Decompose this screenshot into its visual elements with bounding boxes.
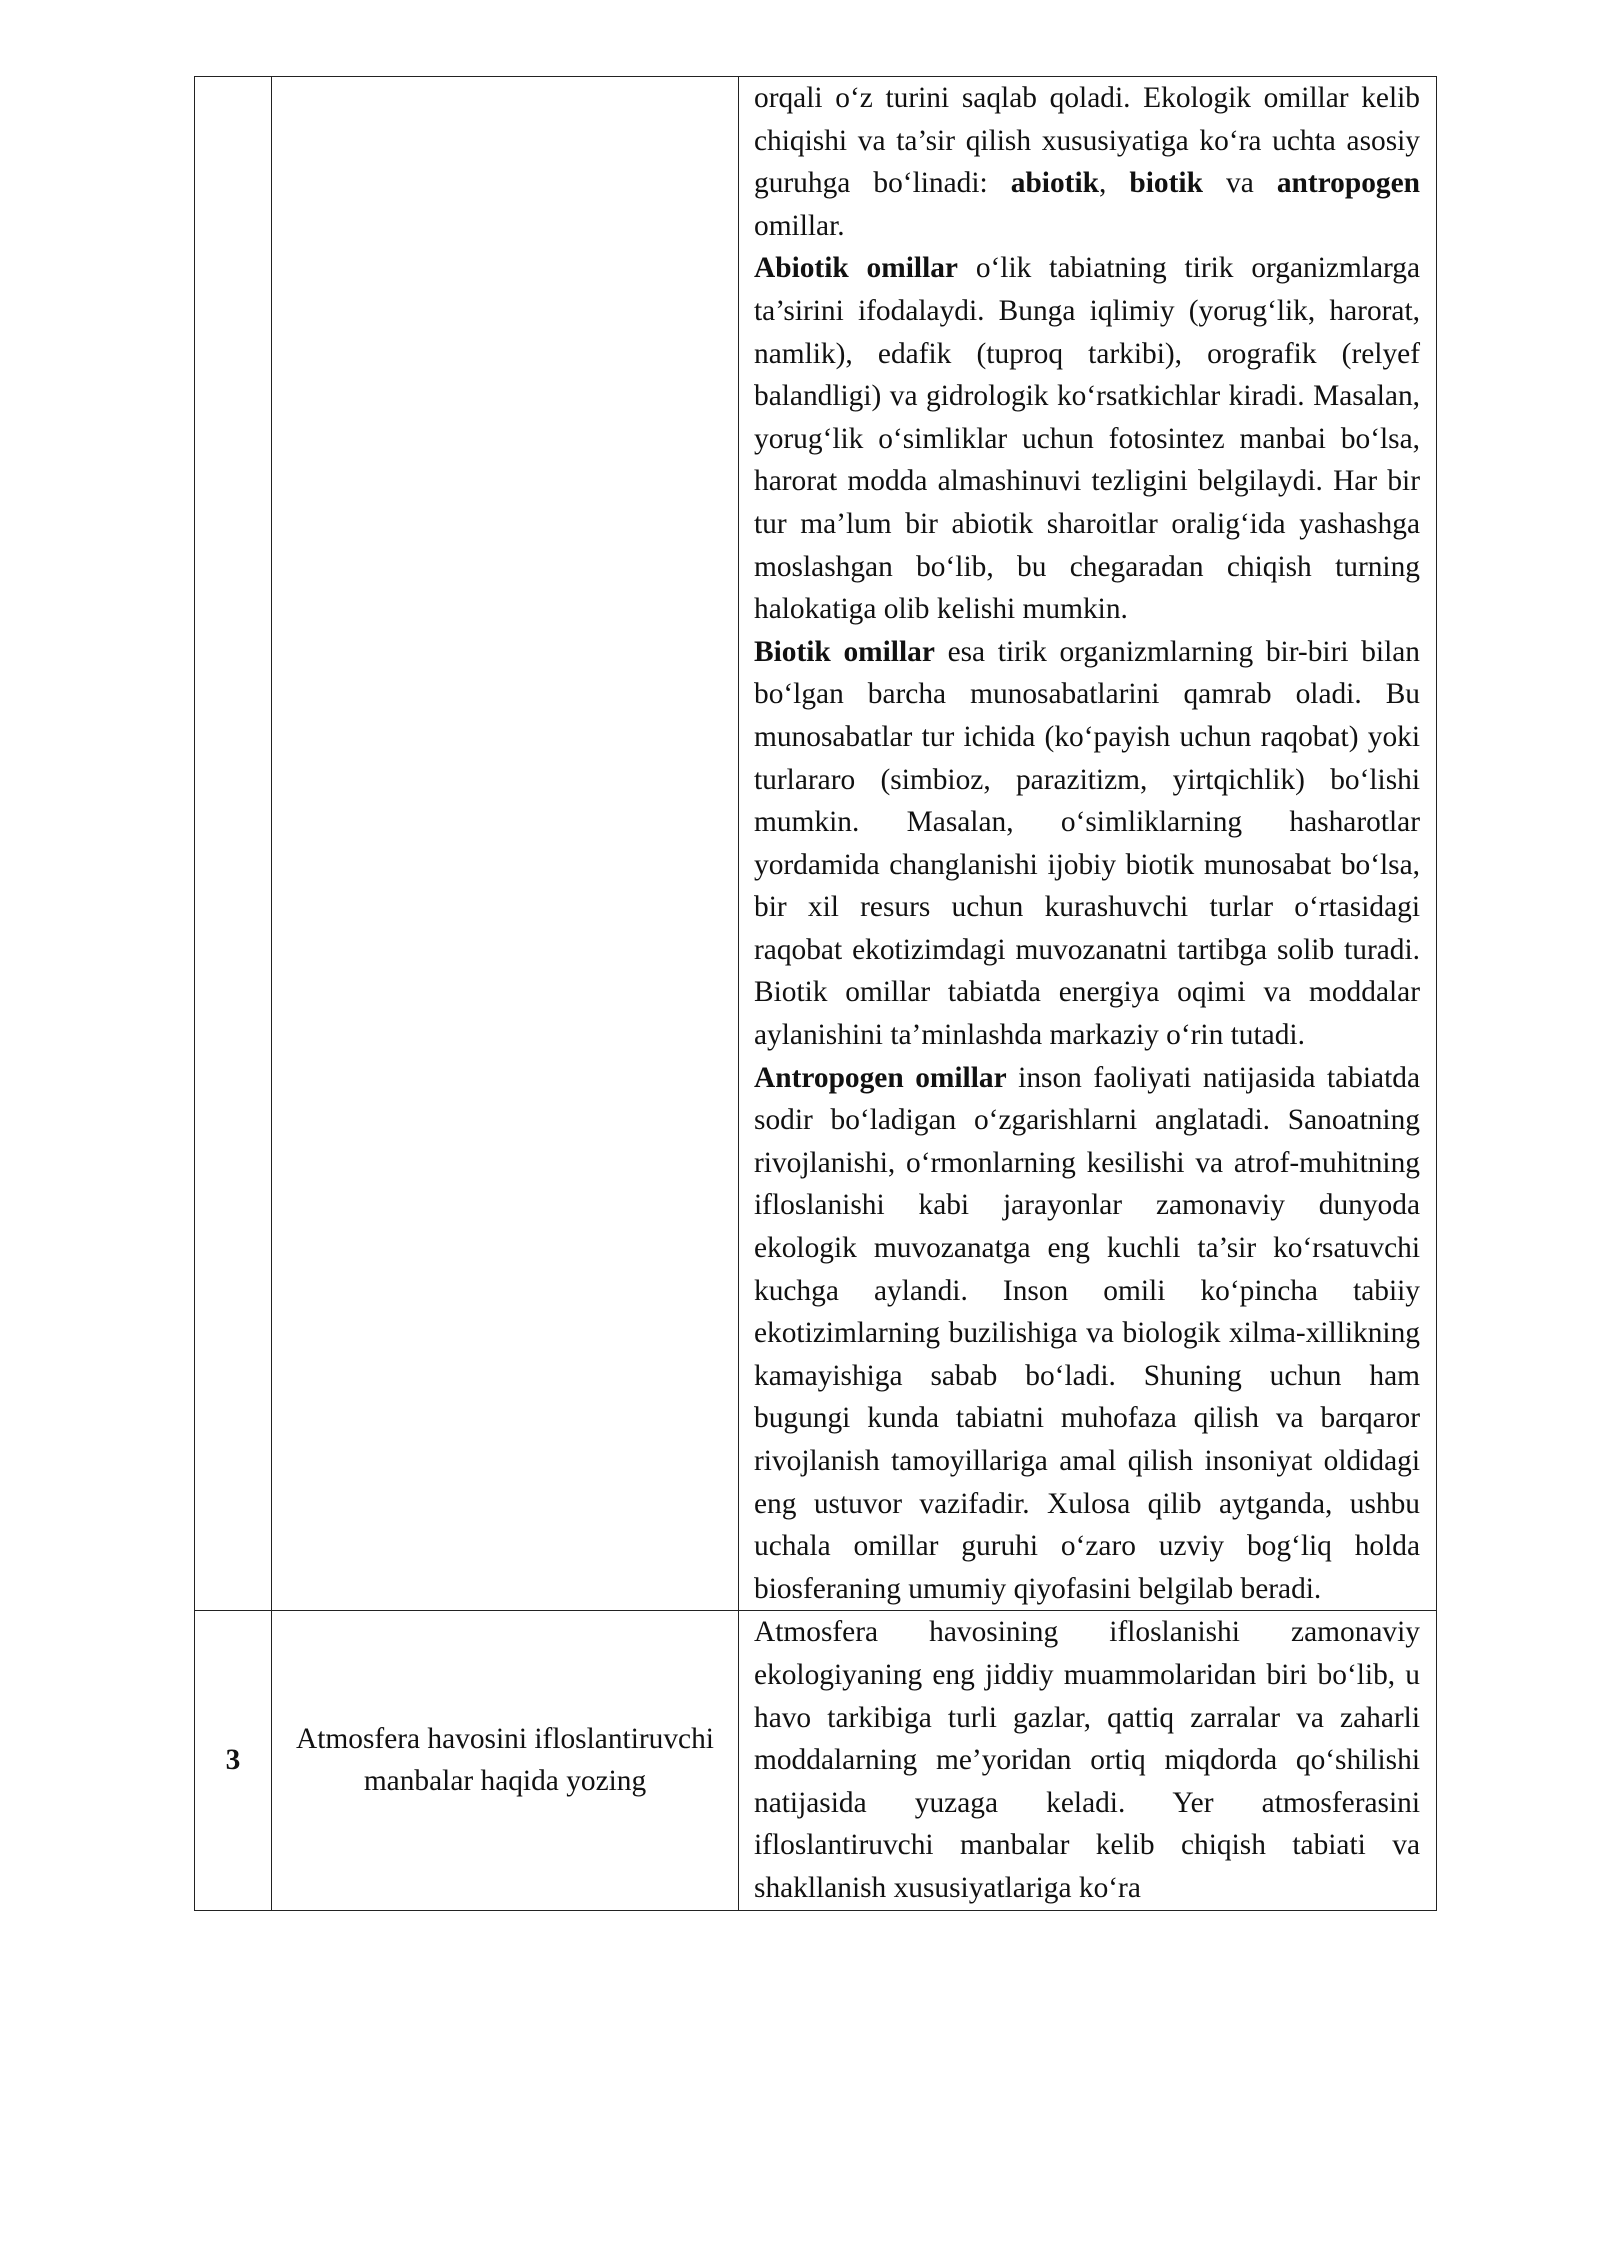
term-biotik: biotik xyxy=(1129,167,1203,200)
answer-paragraph: orqali o‘z turini saqlab qoladi. Ekologik omillar kelib chiqishi va ta’sir qilish xususiyatiga ko‘ra uchta asosiy guruhga bo‘linadi: abiotik, biotik va antropogen omillar. xyxy=(754,82,1421,242)
answer-paragraph: Antropogen omillar inson faoliyati natijasida tabiatda sodir bo‘ladigan o‘zgarishlarni anglatadi. Sanoatning rivojlanishi, o‘rmonlarning kesilishi va atrof-muhitning ifloslanishi kabi jarayonlar zamonaviy dunyoda ekologik muvozanatga eng kuchli ta’sir ko‘rsatuvchi kuchga aylandi. Inson omili ko‘pincha tabiiy ekotizimlarning buzilishiga va biologik xilma-xillikning kamayishiga sabab bo‘ladi. Shuning uchun ham bugungi kunda tabiatni muhofaza qilish va barqaror rivojlanish tamoyillariga amal qilish insoniyat oldidagi eng ustuvor vazifadir. Xulosa qilib aytganda, ushbu uchala omillar guruhi o‘zaro uzviy bog‘liq holda biosferaning umumiy qiyofasini belgilab beradi. xyxy=(754,1061,1420,1605)
paragraph-heading: Abiotik omillar xyxy=(754,252,958,285)
answer-paragraph: Atmosfera havosining ifloslanishi zamonaviy ekologiyaning eng jiddiy muammolaridan biri bo‘lib, u havo tarkibiga turli gazlar, qattiq zarralar va zaharli moddalarning me’yoridan ortiq miqdorda qo‘shilishi natijasida yuzaga keladi. Yer atmosferasini ifloslantiruvchi manbalar kelib chiqish tabiati va shakllanish xususiyatlariga ko‘ra xyxy=(754,1616,1420,1904)
answer-paragraph: Biotik omillar esa tirik organizmlarning bir-biri bilan bo‘lgan barcha munosabatlarini qamrab oladi. Bu munosabatlar tur ichida (ko‘payish uchun raqobat) yoki turlararo (simbioz, parazitizm, yirtqichlik) bo‘lishi mumkin. Masalan, o‘simliklarning hasharotlar yordamida changlanishi ijobiy biotik munosabat bo‘lsa, bir xil resurs uchun kurashuvchi turlar o‘rtasidagi raqobat ekotizimdagi muvozanatni tartibga solib turadi. Biotik omillar tabiatda energiya oqimi va moddalar aylanishini ta’minlashda markaziy o‘rin tutadi. xyxy=(754,635,1420,1052)
paragraph-heading: Antropogen omillar xyxy=(754,1061,1007,1094)
table-row xyxy=(195,77,1437,1611)
row-number-cell: 3 xyxy=(195,1611,272,1910)
answer-cell xyxy=(739,1611,1437,1910)
answer-paragraph: Abiotik omillar o‘lik tabiatning tirik organizmlarga ta’sirini ifodalaydi. Bunga iqlimiy (yorug‘lik, harorat, namlik), edafik (tuproq tarkibi), orografik (relyef balandligi) va gidrologik ko‘rsatkichlar kiradi. Masalan, yorug‘lik o‘simliklar uchun fotosintez manbai bo‘lsa, harorat modda almashinuvi tezligini belgilaydi. Har bir tur ma’lum bir abiotik sharoitlar oralig‘ida yashashga moslashgan bo‘lib, bu chegaradan chiqish turning halokatiga olib kelishi mumkin. xyxy=(754,252,1420,626)
paragraph-heading: Biotik omillar xyxy=(754,635,935,668)
answer-cell xyxy=(739,77,1437,1611)
table-row xyxy=(195,1611,1437,1910)
question-cell xyxy=(272,77,739,1611)
row-number-cell xyxy=(195,77,272,1611)
answers-table xyxy=(194,76,1437,1911)
term-abiotik: abiotik xyxy=(1010,167,1099,200)
term-antropogen: antropogen xyxy=(1276,167,1421,200)
question-cell: Atmosfera havosini ifloslantiruvchi manbalar haqida yozing xyxy=(272,1611,739,1910)
